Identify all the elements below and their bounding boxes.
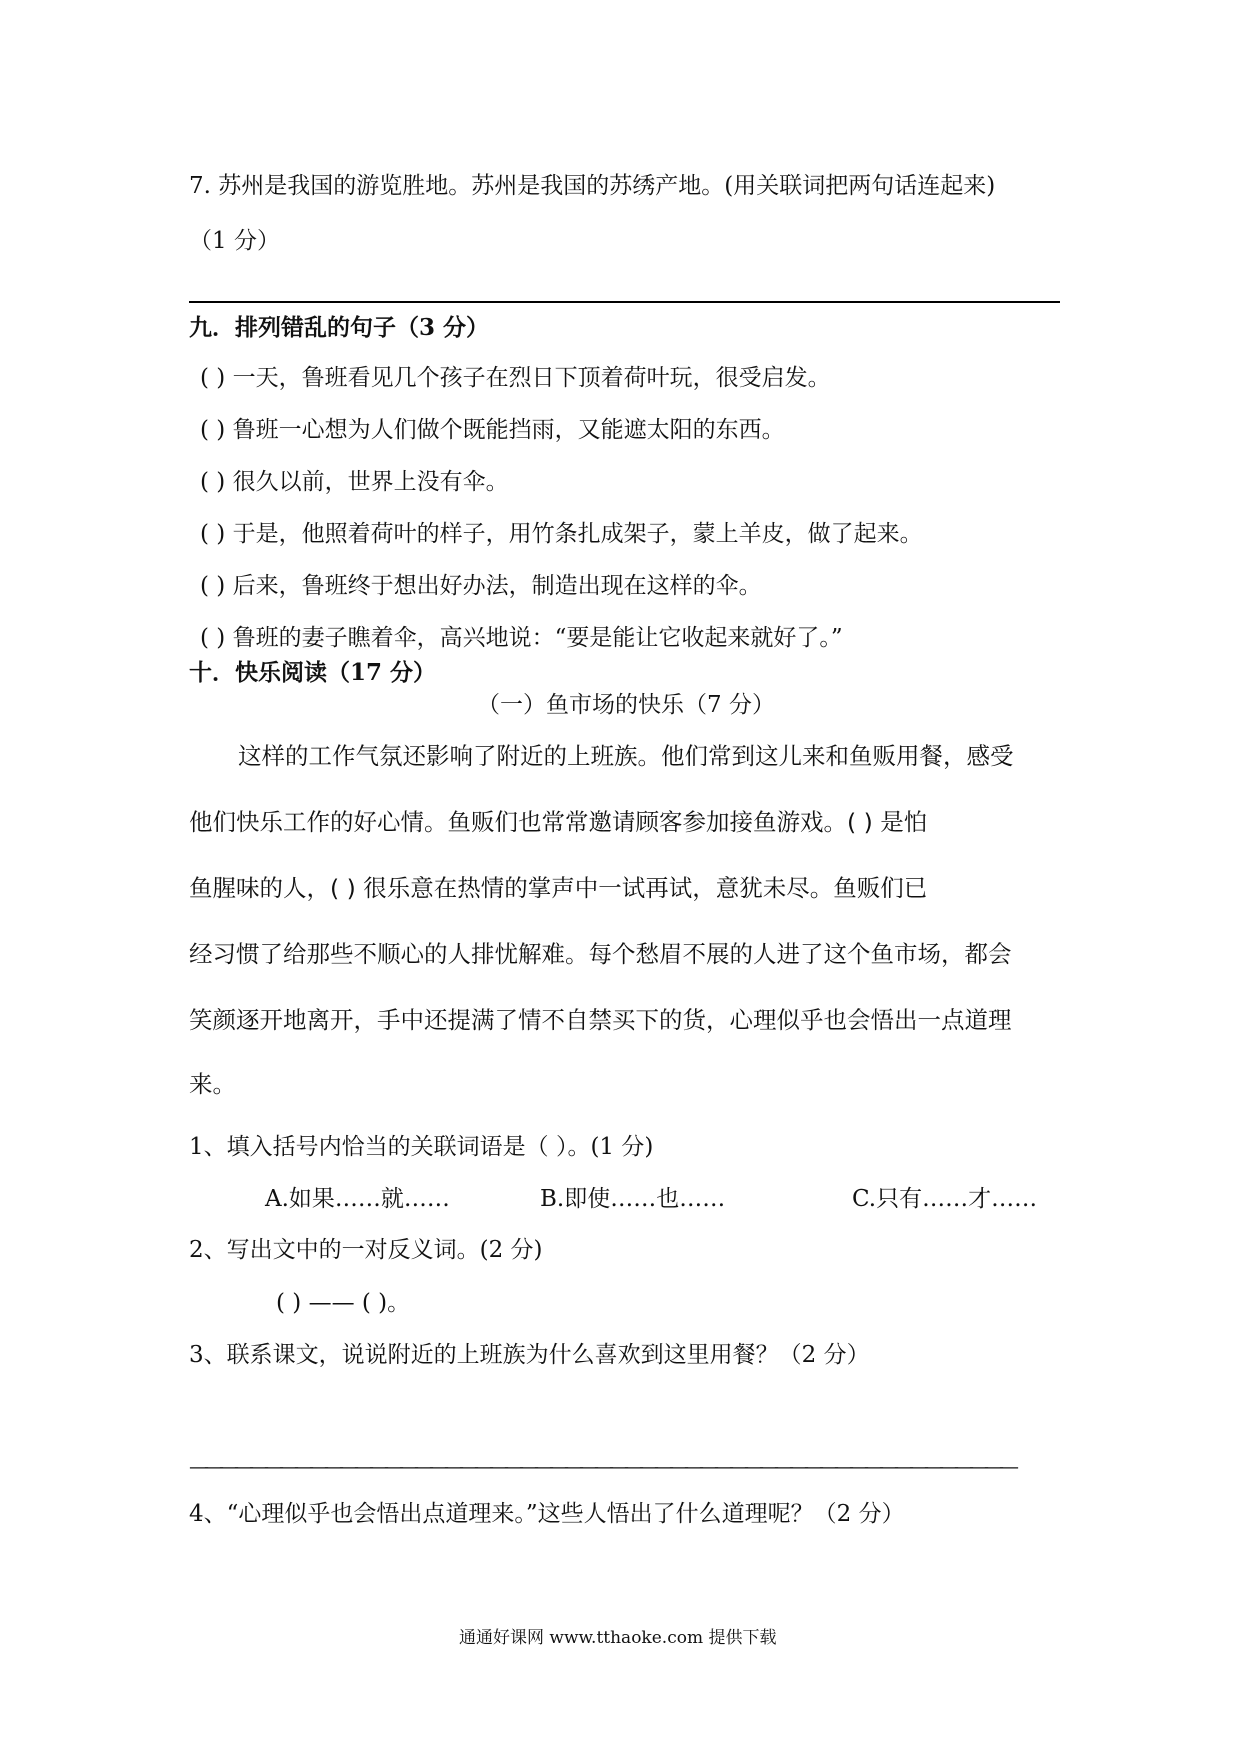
option-b: B.即使……也…… [540,1186,726,1212]
passage-line-5: 笑颜逐开地离开，手中还提满了情不自禁买下的货，心理似乎也会悟出一点道理 [189,1006,1012,1034]
option-a: A.如果……就…… [265,1186,450,1212]
reading-subheading: （一）鱼市场的快乐（7 分） [477,692,775,718]
antonym-blank: ( ) —— ( )。 [276,1290,411,1316]
question-7-line1: 7. 苏州是我国的游览胜地。苏州是我国的苏绣产地。(用关联词把两句话连起来) [189,173,996,199]
section-9-heading: 九．排列错乱的句子（3 分） [189,314,490,341]
footer-text: 通通好课网 www.tthaoke.com 提供下载 [459,1628,777,1648]
reading-question-3: 3、联系课文，说说附近的上班族为什么喜欢到这里用餐？（2 分） [189,1342,870,1368]
reorder-item-4: ( ) 于是，他照着荷叶的样子，用竹条扎成架子，蒙上羊皮，做了起来。 [200,521,923,547]
option-c: C.只有……才…… [852,1186,1038,1212]
answer-line [189,301,1060,303]
reading-question-1: 1、填入括号内恰当的关联词语是（ ）。(1 分) [189,1134,654,1160]
reading-question-2: 2、写出文中的一对反义词。(2 分) [189,1237,543,1263]
passage-line-3: 鱼腥味的人，( ) 很乐意在热情的掌声中一试再试，意犹未尽。鱼贩们已 [189,874,928,902]
section-10-heading: 十．快乐阅读（17 分） [189,659,437,686]
reorder-item-5: ( ) 后来，鲁班终于想出好办法，制造出现在这样的伞。 [200,573,762,599]
passage-line-6: 来。 [189,1070,236,1098]
passage-line-4: 经习惯了给那些不顺心的人排忧解难。每个愁眉不展的人进了这个鱼市场，都会 [189,940,1012,968]
passage-line-2: 他们快乐工作的好心情。鱼贩们也常常邀请顾客参加接鱼游戏。( ) 是怕 [189,808,928,836]
reorder-item-6: ( ) 鲁班的妻子瞧着伞，高兴地说：“要是能让它收起来就好了。” [200,625,843,651]
reorder-item-1: ( ) 一天，鲁班看见几个孩子在烈日下顶着荷叶玩，很受启发。 [200,365,831,391]
reorder-item-3: ( ) 很久以前，世界上没有伞。 [200,469,509,495]
passage-line-1: 这样的工作气氛还影响了附近的上班族。他们常到这儿来和鱼贩用餐，感受 [238,742,1014,770]
answer-line-q3: ——————————————————————————————————————————————————————— [189,1455,1014,1477]
reorder-item-2: ( ) 鲁班一心想为人们做个既能挡雨，又能遮太阳的东西。 [200,417,785,443]
question-7-score: （1 分） [189,228,280,254]
reading-question-4: 4、“心理似乎也会悟出点道理来。”这些人悟出了什么道理呢？（2 分） [189,1501,905,1527]
